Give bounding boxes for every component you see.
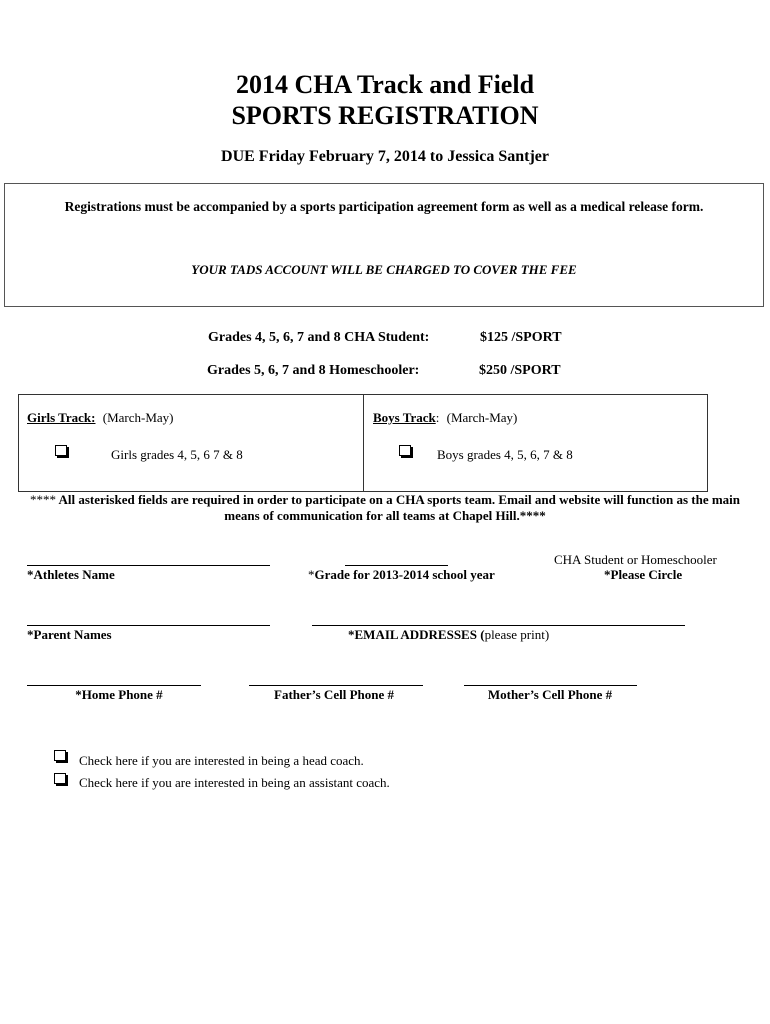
form-title-line1: 2014 CHA Track and Field bbox=[235, 70, 535, 99]
home-phone-label: *Home Phone # bbox=[75, 687, 163, 702]
please-circle-label: *Please Circle bbox=[604, 567, 683, 582]
due-date: DUE Friday February 7, 2014 to Jessica Santjer bbox=[221, 148, 549, 165]
girls-track-title: Girls Track: bbox=[27, 410, 96, 425]
girls-track-checkbox[interactable] bbox=[55, 445, 67, 456]
grade-line[interactable] bbox=[345, 565, 448, 566]
email-label bbox=[348, 627, 549, 643]
grade-label bbox=[308, 567, 495, 583]
form-title-line2: SPORTS REGISTRATION bbox=[231, 101, 539, 130]
athlete-name-label: *Athletes Name bbox=[27, 567, 115, 582]
head-coach-checkbox[interactable] bbox=[54, 750, 66, 761]
required-note-text: All asterisked fields are required in order to participate on a CHA sports team. Email and website will function as the main means of communication for all teams at Chapel Hill.**** bbox=[58, 492, 741, 523]
school-type-options[interactable]: CHA Student or Homeschooler bbox=[554, 552, 717, 567]
tads-notice: YOUR TADS ACCOUNT WILL BE CHARGED TO COVER THE FEE bbox=[191, 262, 577, 277]
track-divider bbox=[363, 395, 364, 491]
fee-price-homeschool: $250 /SPORT bbox=[479, 363, 561, 378]
boys-track-colon: : bbox=[435, 410, 440, 425]
email-label-hint: please print) bbox=[484, 627, 550, 642]
fee-label-homeschool: Grades 5, 6, 7 and 8 Homeschooler: bbox=[207, 363, 420, 378]
email-label-paren: ( bbox=[476, 627, 485, 642]
assistant-coach-label: Check here if you are interested in being an assistant coach. bbox=[79, 775, 390, 790]
boys-track-title: Boys Track bbox=[373, 410, 436, 425]
boys-track-header bbox=[373, 410, 517, 426]
track-options-box bbox=[18, 394, 708, 492]
parent-names-label: *Parent Names bbox=[27, 627, 112, 642]
home-phone-line[interactable] bbox=[27, 685, 201, 686]
girls-track-option: Girls grades 4, 5, 6 7 & 8 bbox=[111, 447, 243, 462]
notice-box bbox=[4, 183, 764, 307]
father-cell-label: Father’s Cell Phone # bbox=[274, 687, 394, 702]
mother-cell-label: Mother’s Cell Phone # bbox=[487, 687, 613, 702]
girls-track-header bbox=[27, 410, 174, 426]
girls-track-season: (March-May) bbox=[102, 410, 174, 425]
boys-track-season: (March-May) bbox=[446, 410, 518, 425]
email-line[interactable] bbox=[312, 625, 685, 626]
father-cell-line[interactable] bbox=[249, 685, 423, 686]
assistant-coach-checkbox[interactable] bbox=[54, 773, 66, 784]
grade-label-text: Grade for 2013-2014 school year bbox=[314, 567, 495, 582]
email-label-text: *EMAIL ADDRESSES bbox=[348, 627, 477, 642]
head-coach-label: Check here if you are interested in being a head coach. bbox=[79, 753, 364, 768]
fee-label-cha: Grades 4, 5, 6, 7 and 8 CHA Student: bbox=[208, 330, 430, 345]
requirement-notice: Registrations must be accompanied by a sports participation agreement form as well as a medical release form. bbox=[64, 199, 704, 214]
mother-cell-line[interactable] bbox=[464, 685, 637, 686]
grade-label-asterisk: * bbox=[308, 567, 315, 582]
fee-price-cha: $125 /SPORT bbox=[480, 330, 562, 345]
athlete-name-line[interactable] bbox=[27, 565, 270, 566]
required-fields-note bbox=[20, 492, 750, 524]
boys-track-option: Boys grades 4, 5, 6, 7 & 8 bbox=[437, 447, 573, 462]
required-note-stars: **** bbox=[29, 492, 56, 507]
parent-names-line[interactable] bbox=[27, 625, 270, 626]
boys-track-checkbox[interactable] bbox=[399, 445, 411, 456]
